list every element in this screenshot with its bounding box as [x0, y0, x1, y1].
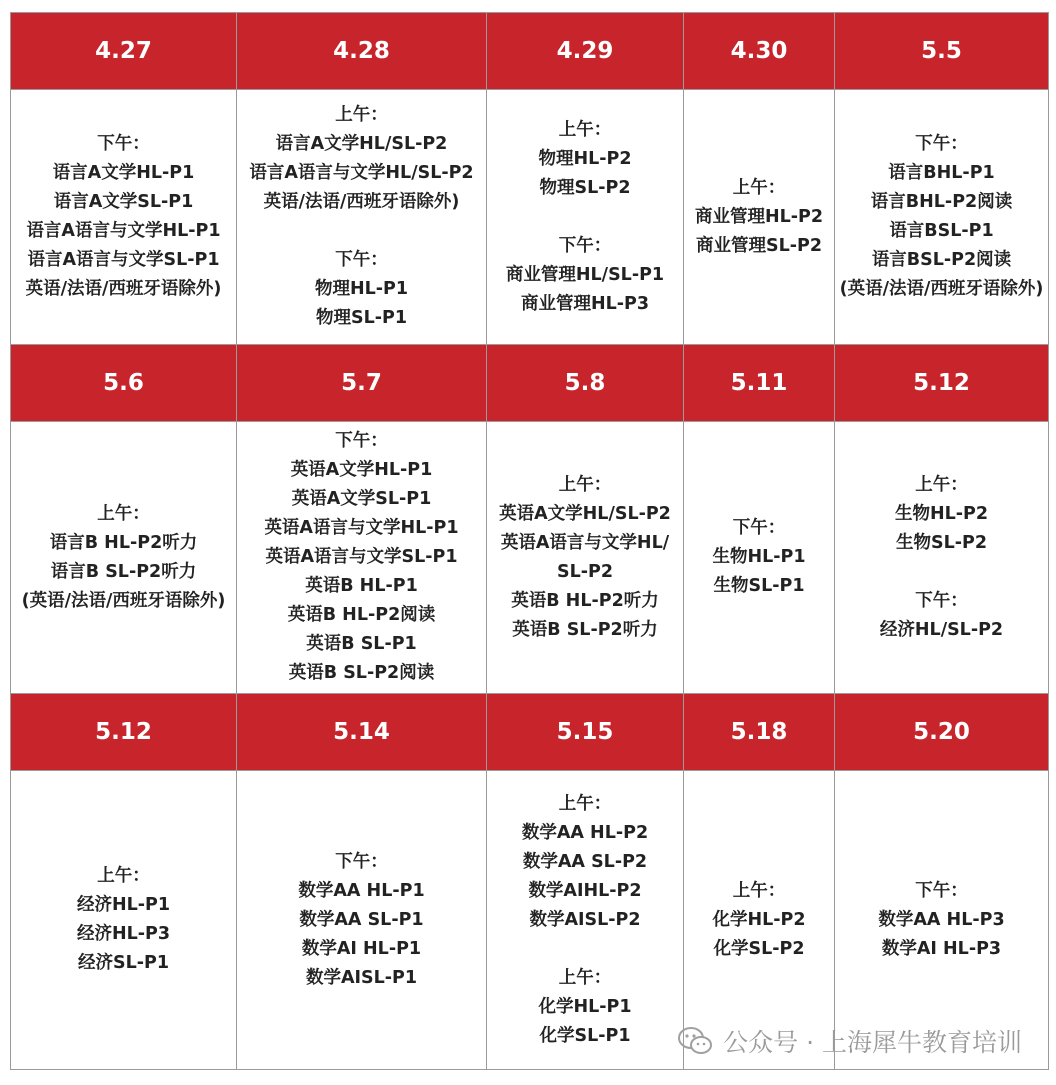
- exam-line: (英语/法语/西班牙语除外): [839, 279, 1044, 299]
- date-header-cell: 5.6: [11, 345, 237, 422]
- exam-line: 语言A语言与文学HL-P1: [26, 221, 221, 241]
- exam-line: 数学AA HL-P1: [298, 880, 425, 901]
- exam-line: 上午：: [558, 119, 612, 140]
- exam-line: 物理SL-P1: [315, 308, 408, 328]
- exam-line: 语言BSL-P1: [889, 221, 994, 241]
- exam-line: 英语B SL-P2阅读: [288, 663, 435, 683]
- exam-line: 上午：: [335, 105, 388, 125]
- exam-row: [11, 422, 1049, 694]
- exam-cell: [487, 90, 684, 345]
- date-header-cell: 5.11: [684, 345, 835, 422]
- exam-cell: [11, 771, 237, 1070]
- exam-line: 语言BSL-P2阅读: [871, 250, 1012, 270]
- exam-line: 上午：: [97, 866, 150, 886]
- exam-line: 物理HL-P2: [538, 148, 632, 169]
- watermark-text: 公众号 · 上海犀牛教育培训: [723, 1028, 1022, 1057]
- exam-line: 语言A语言与文学SL-P1: [27, 250, 220, 270]
- exam-cell: [835, 90, 1049, 345]
- exam-line: 语言A文学SL-P1: [53, 192, 194, 212]
- exam-cell: [487, 771, 684, 1070]
- exam-line: (英语/法语/西班牙语除外): [21, 590, 226, 611]
- exam-line: 英语A文学HL-P1: [290, 460, 433, 480]
- exam-line: 上午：: [732, 177, 786, 198]
- exam-line: 英语B HL-P2阅读: [287, 605, 436, 625]
- exam-line: 生物HL-P2: [894, 503, 989, 524]
- exam-line: 下午：: [335, 250, 388, 270]
- date-header-cell: 5.18: [684, 694, 835, 771]
- exam-line: 英语A语言与文学HL-P1: [264, 518, 459, 538]
- exam-cell: [11, 90, 237, 345]
- date-header-row: [11, 345, 1049, 422]
- exam-line: 英语/法语/西班牙语除外): [25, 279, 222, 299]
- date-header-cell: 4.28: [237, 13, 487, 90]
- exam-line: 英语A文学HL/SL-P2: [499, 503, 671, 524]
- date-header-cell: 5.8: [487, 345, 684, 422]
- exam-line: 化学SL-P2: [713, 938, 805, 959]
- exam-line: 下午：: [335, 431, 388, 451]
- date-header-cell: 5.7: [237, 345, 487, 422]
- date-header-row: [11, 694, 1049, 771]
- exam-line: 化学HL-P1: [538, 996, 632, 1017]
- exam-line: 下午：: [558, 235, 612, 256]
- exam-line: 下午：: [915, 590, 968, 611]
- exam-row: [11, 90, 1049, 345]
- exam-line: 下午：: [915, 880, 968, 901]
- exam-line: 上午：: [732, 880, 786, 901]
- exam-line: 语言A文学HL/SL-P2: [275, 134, 448, 154]
- exam-line: 语言BHL-P2阅读: [870, 192, 1013, 212]
- exam-line: 数学AI HL-P1: [301, 938, 422, 959]
- exam-line: 数学AISL-P1: [305, 967, 418, 988]
- exam-line: 商业管理HL-P3: [520, 293, 650, 314]
- exam-line: 生物SL-P1: [713, 576, 805, 596]
- exam-line: 上午：: [558, 793, 612, 814]
- exam-line: 物理SL-P2: [539, 177, 631, 198]
- exam-line: 商业管理HL-P2: [694, 206, 824, 227]
- exam-cell: [237, 422, 487, 694]
- exam-line: 语言BHL-P1: [888, 163, 995, 183]
- exam-cell: [237, 90, 487, 345]
- date-header-cell: 4.29: [487, 13, 684, 90]
- exam-line: 英语A语言与文学HL/: [500, 532, 670, 553]
- date-header-cell: 5.20: [835, 694, 1049, 771]
- exam-line: 生物SL-P2: [895, 532, 988, 553]
- exam-cell: [11, 422, 237, 694]
- exam-line: 上午：: [97, 503, 150, 524]
- date-header-row: [11, 13, 1049, 90]
- exam-line: 数学AISL-P2: [529, 909, 641, 930]
- exam-line: 化学SL-P1: [539, 1025, 631, 1046]
- exam-schedule-table: [10, 12, 1049, 1070]
- exam-line: 数学AA HL-P2: [521, 822, 649, 843]
- exam-line: 生物HL-P1: [712, 547, 806, 567]
- date-header-cell: 5.15: [487, 694, 684, 771]
- exam-line: 英语A文学SL-P1: [291, 489, 432, 509]
- exam-line: 语言A文学HL-P1: [52, 163, 195, 183]
- exam-line: 经济HL/SL-P2: [879, 619, 1004, 640]
- exam-cell: [684, 422, 835, 694]
- date-header-cell: 5.12: [835, 345, 1049, 422]
- exam-line: 英语B HL-P2听力: [511, 590, 659, 611]
- watermark: [677, 1023, 1022, 1059]
- exam-line: 英语B HL-P1: [305, 576, 418, 596]
- exam-line: 下午：: [97, 134, 150, 154]
- exam-line: 下午：: [732, 518, 786, 538]
- exam-line: 下午：: [335, 851, 388, 872]
- date-header-cell: 5.5: [835, 13, 1049, 90]
- exam-line: 上午：: [558, 967, 612, 988]
- exam-cell: [487, 422, 684, 694]
- exam-line: 商业管理HL/SL-P1: [505, 264, 665, 285]
- exam-line: 经济HL-P1: [76, 895, 171, 915]
- date-header-cell: 5.14: [237, 694, 487, 771]
- exam-line: 下午：: [915, 134, 968, 154]
- exam-line: 语言B HL-P2听力: [49, 532, 198, 553]
- exam-line: 语言B SL-P2听力: [50, 561, 197, 582]
- exam-line: 英语B SL-P2听力: [512, 619, 658, 640]
- wechat-icon: [677, 1026, 713, 1056]
- date-header-cell: 4.27: [11, 13, 237, 90]
- exam-line: 数学AA SL-P1: [299, 909, 424, 930]
- date-header-cell: 5.12: [11, 694, 237, 771]
- exam-line: 数学AIHL-P2: [528, 880, 642, 901]
- exam-line: 英语B SL-P1: [306, 634, 417, 654]
- exam-cell: [835, 422, 1049, 694]
- exam-cell: [237, 771, 487, 1070]
- exam-line: 经济SL-P1: [77, 953, 170, 973]
- exam-line: 英语/法语/西班牙语除外): [263, 192, 460, 212]
- exam-line: 上午：: [915, 474, 968, 495]
- exam-line: 经济HL-P3: [76, 924, 171, 944]
- exam-line: SL-P2: [556, 561, 614, 582]
- exam-line: 上午：: [558, 474, 612, 495]
- exam-line: 化学HL-P2: [712, 909, 806, 930]
- exam-line: 语言A语言与文学HL/SL-P2: [249, 163, 474, 183]
- exam-line: 商业管理SL-P2: [695, 235, 823, 256]
- exam-line: 数学AA HL-P3: [878, 909, 1005, 930]
- exam-line: 英语A语言与文学SL-P1: [265, 547, 458, 567]
- exam-line: 物理HL-P1: [314, 279, 409, 299]
- exam-line: 数学AI HL-P3: [881, 938, 1002, 959]
- exam-cell: [684, 90, 835, 345]
- date-header-cell: 4.30: [684, 13, 835, 90]
- exam-line: 数学AA SL-P2: [522, 851, 648, 872]
